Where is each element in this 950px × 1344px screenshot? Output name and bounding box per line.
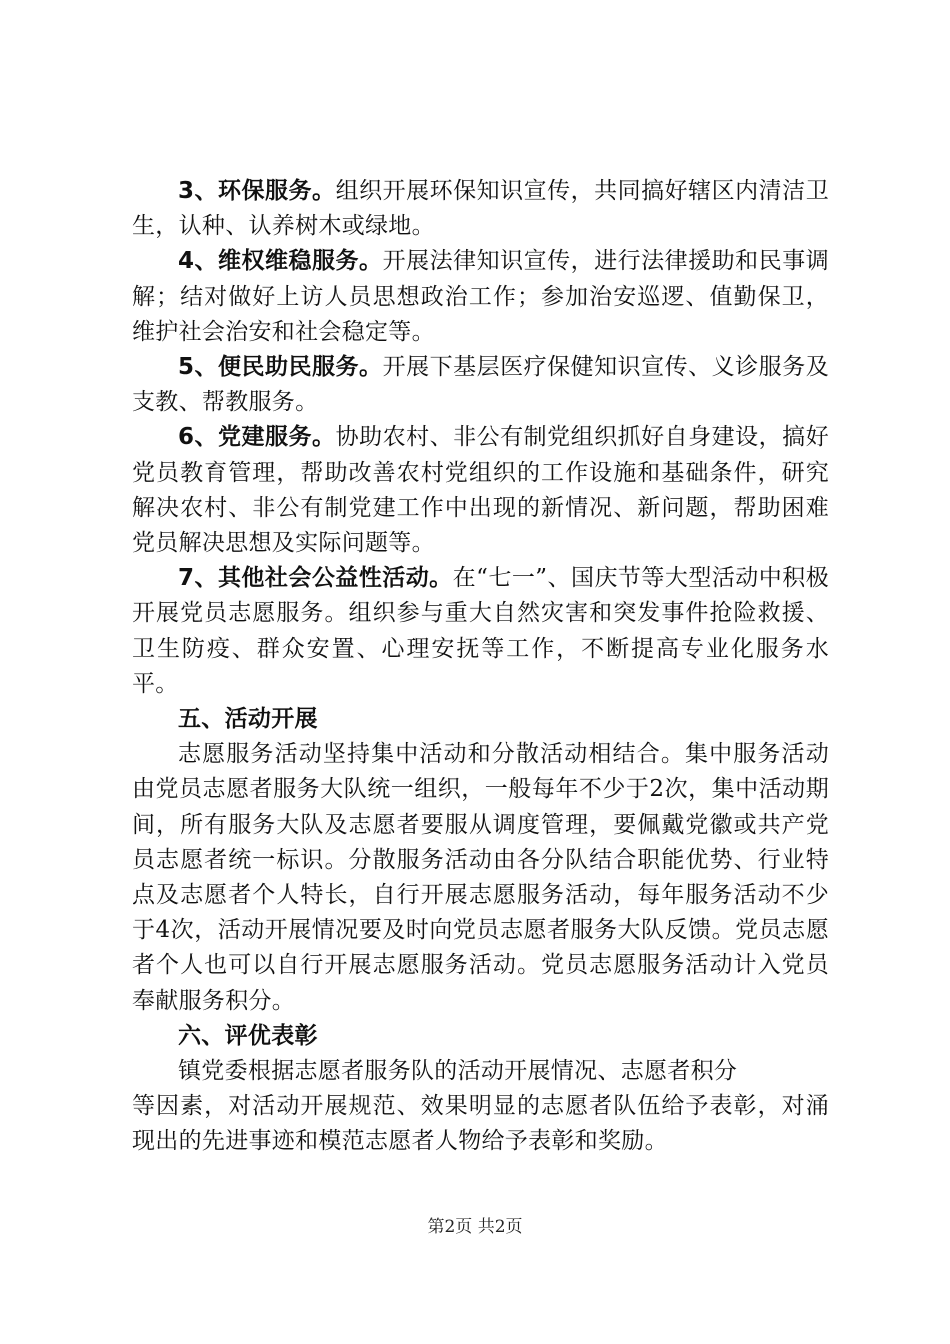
- paragraph-text: 在“七一”、国庆节等大型活动中积极开展党员志愿服务。组织参与重大自然灾害和突发事件抢险救援、卫生防疫、群众安置、心理安抚等工作，不断提高专业化服务水平。: [132, 565, 829, 697]
- paragraph-lead: 4、维权维稳服务。: [178, 248, 383, 275]
- paragraph-environment-service: [132, 174, 829, 244]
- paragraph-convenience-service: [132, 350, 829, 420]
- document-body: [132, 174, 829, 1160]
- paragraph-text: 开展法律知识宣传，进行法律援助和民事调解；结对做好上访人员思想政治工作；参加治安巡逻、值勤保卫，维护社会治安和社会稳定等。: [132, 248, 829, 345]
- paragraph-public-welfare-activities: [132, 561, 829, 702]
- paragraph-party-building-service: [132, 420, 829, 561]
- paragraph-rights-stability-service: [132, 244, 829, 350]
- paragraph-activities-body: 志愿服务活动坚持集中活动和分散活动相结合。集中服务活动由党员志愿者服务大队统一组织，一般每年不少于2次，集中活动期间，所有服务大队及志愿者要服从调度管理，要佩戴党徽或共产党员志愿者统一标识。分散服务活动由各分队结合职能优势、行业特点及志愿者个人特长，自行开展志愿服务活动，每年服务活动不少于4次，活动开展情况要及时向党员志愿者服务大队反馈。党员志愿者个人也可以自行开展志愿服务活动。党员志愿服务活动计入党员奉献服务积分。: [132, 741, 829, 1014]
- section-heading-awards: 六、评优表彰: [178, 1022, 318, 1049]
- paragraph-lead: 6、党建服务。: [178, 424, 336, 451]
- paragraph-lead: 7、其他社会公益性活动。: [178, 565, 453, 592]
- paragraph-awards-continued: 等因素，对活动开展规范、效果明显的志愿者队伍给予表彰，对涌现出的先进事迹和模范志愿者人物给予表彰和奖励。: [132, 1093, 829, 1155]
- paragraph-lead: 5、便民助民服务。: [178, 354, 383, 381]
- paragraph-text: 协助农村、非公有制党组织抓好自身建设，搞好党员教育管理，帮助改善农村党组织的工作设施和基础条件，研究解决农村、非公有制党建工作中出现的新情况、新问题，帮助困难党员解决思想及实际问题等。: [132, 424, 829, 557]
- page-footer: 第2页 共2页: [427, 1217, 523, 1237]
- paragraph-lead: 3、环保服务。: [178, 178, 336, 204]
- paragraph-text: 开展下基层医疗保健知识宣传、义诊服务及支教、帮教服务。: [132, 354, 829, 416]
- paragraph-text: 组织开展环保知识宣传，共同搞好辖区内清洁卫生，认种、认养树木或绿地。: [132, 178, 829, 240]
- section-heading-activities: 五、活动开展: [178, 706, 318, 733]
- paragraph-awards-first-line: 镇党委根据志愿者服务队的活动开展情况、志愿者积分: [178, 1058, 738, 1085]
